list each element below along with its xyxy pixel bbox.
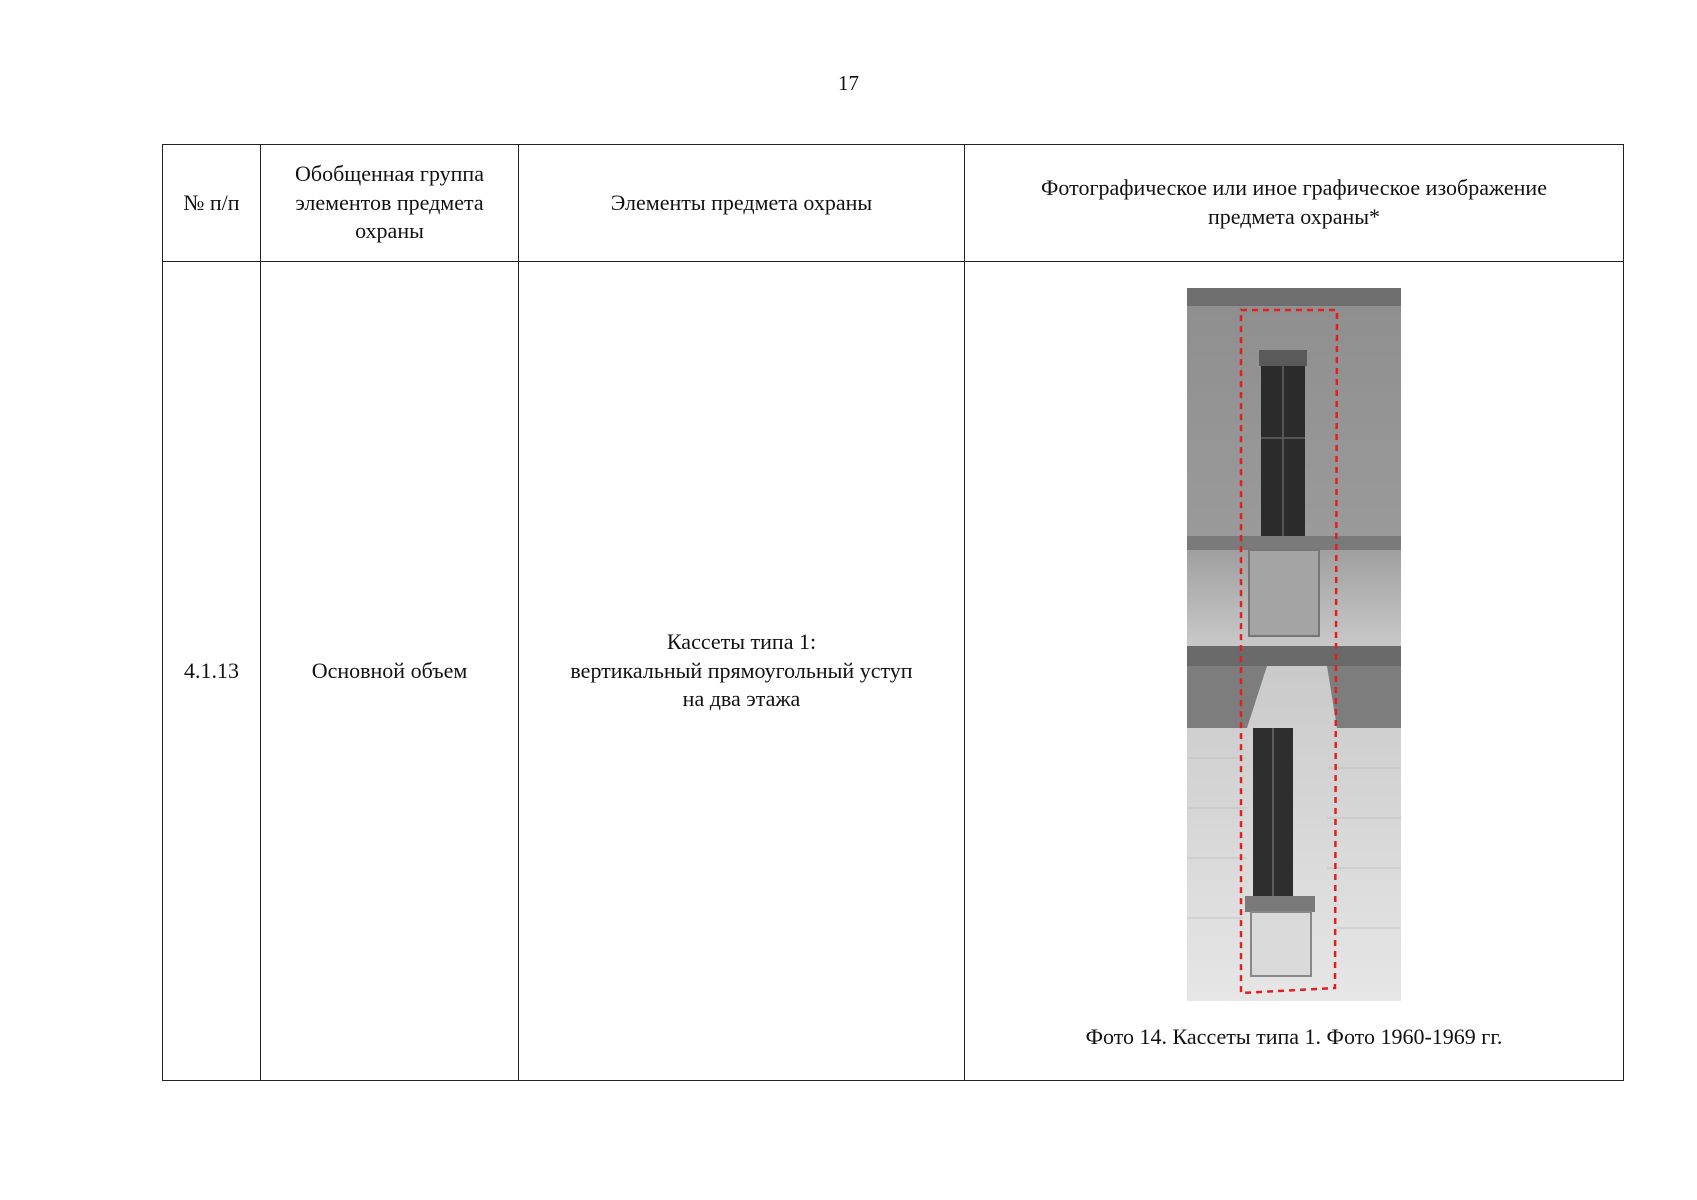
header-elements: Элементы предмета охраны xyxy=(519,145,965,262)
facade-photo-image xyxy=(1187,288,1401,1001)
cornice xyxy=(1187,288,1401,306)
header-photo xyxy=(965,145,1624,262)
protection-table xyxy=(162,144,1624,1081)
facade-photo xyxy=(1187,288,1401,1001)
page-number: 17 xyxy=(838,71,859,95)
lower-panel xyxy=(1251,912,1311,976)
row-elements-line: вертикальный прямоугольный уступ xyxy=(570,657,913,683)
header-group-line: Обобщенная группа xyxy=(295,161,484,187)
table-row xyxy=(163,262,1624,1081)
window-sill xyxy=(1245,896,1315,912)
middle-cornice xyxy=(1187,646,1401,666)
row-group: Основной объем xyxy=(261,262,519,1081)
upper-window-lintel xyxy=(1259,350,1307,366)
row-photo xyxy=(965,262,1624,1081)
row-elements xyxy=(519,262,965,1081)
header-group-line: элементов предмета xyxy=(295,189,484,215)
header-photo-line: предмета охраны* xyxy=(1207,204,1381,229)
header-group-line: охраны xyxy=(355,218,424,244)
photo-caption: Фото 14. Кассеты типа 1. Фото 1960-1969 гг. xyxy=(1085,1024,1503,1049)
row-elements-line: Кассеты типа 1: xyxy=(666,629,817,655)
header-group xyxy=(261,145,519,262)
belt-course xyxy=(1187,536,1401,550)
upper-panel xyxy=(1249,550,1319,636)
header-photo-line: Фотографическое или иное графическое изображение xyxy=(1041,175,1547,201)
header-num: № п/п xyxy=(163,145,261,262)
row-elements-line: на два этажа xyxy=(682,686,801,712)
table-header-row xyxy=(163,145,1624,262)
row-num: 4.1.13 xyxy=(163,262,261,1081)
